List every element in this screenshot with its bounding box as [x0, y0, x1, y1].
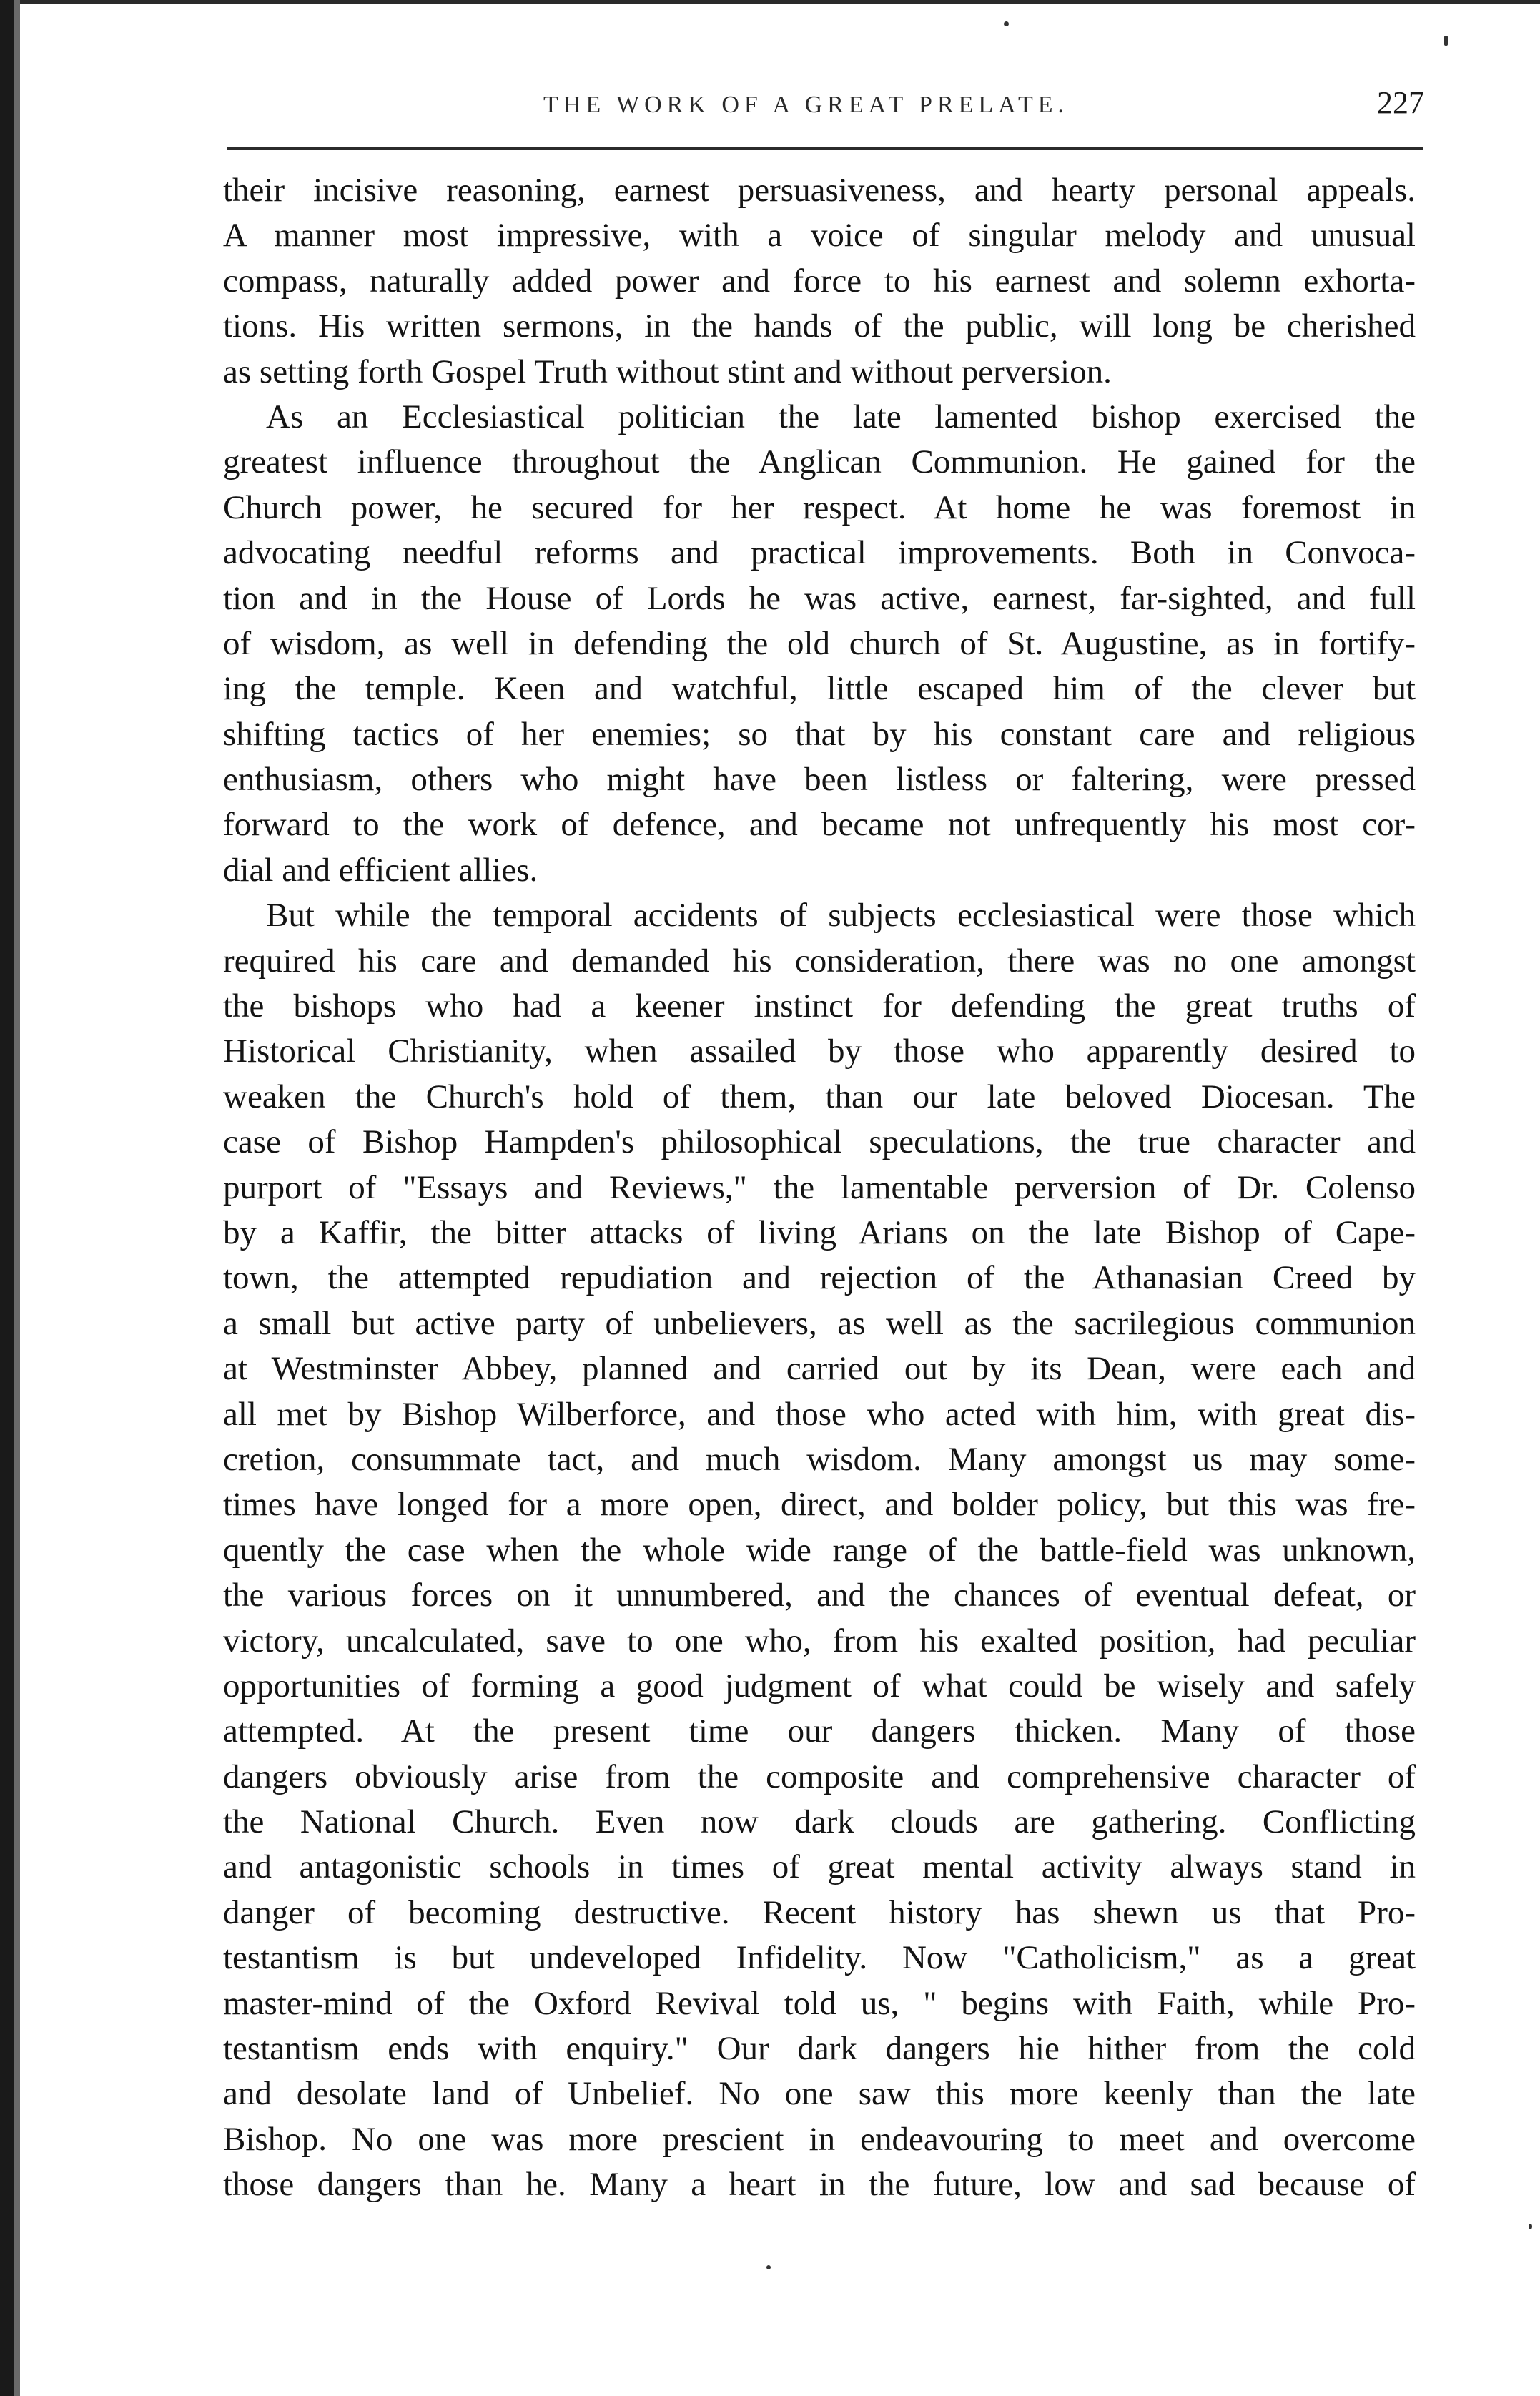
text-line: danger of becoming destructive. Recent history has shewn us that Pro-	[223, 1893, 1416, 1931]
scan-binding-shadow	[14, 0, 20, 2396]
scan-speck	[1004, 21, 1009, 26]
text-line: quently the case when the whole wide range of the battle-field was unknown,	[223, 1531, 1416, 1569]
paragraph	[223, 893, 1416, 2207]
text-line: of wisdom, as well in defending the old church of St. Augustine, as in fortify-	[223, 624, 1416, 662]
text-line: the National Church. Even now dark clouds are gathering. Conflicting	[223, 1803, 1416, 1841]
text-line: their incisive reasoning, earnest persuasiveness, and hearty personal appeals.	[223, 172, 1416, 209]
paragraph	[223, 168, 1416, 395]
scan-speck	[1529, 2224, 1532, 2229]
text-line: cretion, consummate tact, and much wisdom. Many amongst us may some-	[223, 1440, 1416, 1478]
text-line: shifting tactics of her enemies; so that by his constant care and religious	[223, 715, 1416, 753]
text-line: Historical Christianity, when assailed by those who apparently desired to	[223, 1032, 1416, 1070]
scan-speck	[1444, 36, 1448, 46]
text-line: opportunities of forming a good judgment of what could be wisely and safely	[223, 1667, 1416, 1705]
text-line: a small but active party of unbelievers, as well as the sacrilegious communion	[223, 1304, 1416, 1342]
text-line: times have longed for a more open, direct, and bolder policy, but this was fre-	[223, 1486, 1416, 1524]
body-text	[223, 168, 1416, 2208]
text-line: the bishops who had a keener instinct for defending the great truths of	[223, 987, 1416, 1025]
running-title: THE WORK OF A GREAT PRELATE.	[543, 92, 1070, 118]
text-line: dangers obviously arise from the composite and comprehensive character of	[223, 1757, 1416, 1795]
text-line: and desolate land of Unbelief. No one saw this more keenly than the late	[223, 2075, 1416, 2113]
text-line: victory, uncalculated, save to one who, from his exalted position, had peculiar	[223, 1622, 1416, 1660]
text-line: tion and in the House of Lords he was active, earnest, far-sighted, and full	[223, 579, 1416, 617]
text-line: A manner most impressive, with a voice of singular melody and unusual	[223, 217, 1416, 255]
text-line: town, the attempted repudiation and rejection of the Athanasian Creed by	[223, 1259, 1416, 1297]
text-line: and antagonistic schools in times of great mental activity always stand in	[223, 1848, 1416, 1886]
text-line: enthusiasm, others who might have been listless or faltering, were pressed	[223, 761, 1416, 799]
text-line: greatest influence throughout the Anglican Communion. He gained for the	[223, 443, 1416, 481]
text-line: testantism is but undeveloped Infidelity. Now "Catholicism," as a great	[223, 1939, 1416, 1977]
scan-speck	[766, 2265, 771, 2269]
text-line: advocating needful reforms and practical improvements. Both in Convoca-	[223, 534, 1416, 572]
text-line: Church power, he secured for her respect. At home he was foremost in	[223, 488, 1416, 526]
text-line: required his care and demanded his consideration, there was no one amongst	[223, 942, 1416, 980]
text-line: weaken the Church's hold of them, than our late beloved Diocesan. The	[223, 1078, 1416, 1115]
text-line: But while the temporal accidents of subjects ecclesiastical were those which	[266, 897, 1416, 935]
text-line: case of Bishop Hampden's philosophical speculations, the true character and	[223, 1123, 1416, 1161]
header-rule	[227, 147, 1423, 150]
text-line: the various forces on it unnumbered, and the chances of eventual defeat, or	[223, 1577, 1416, 1614]
scan-top-edge	[0, 0, 1540, 4]
text-line: as setting forth Gospel Truth without stint and without perversion.	[223, 353, 1112, 390]
text-line: tions. His written sermons, in the hands of the public, will long be cherished	[223, 307, 1416, 345]
text-line: ing the temple. Keen and watchful, little escaped him of the clever but	[223, 670, 1416, 708]
text-line: all met by Bishop Wilberforce, and those who acted with him, with great dis-	[223, 1395, 1416, 1433]
page-number: 227	[1377, 85, 1424, 120]
text-line: purport of "Essays and Reviews," the lamentable perversion of Dr. Colenso	[223, 1168, 1416, 1206]
text-line: master-mind of the Oxford Revival told us, " begins with Faith, while Pro-	[223, 1984, 1416, 2022]
text-line: As an Ecclesiastical politician the late lamented bishop exercised the	[266, 398, 1416, 435]
text-line: testantism ends with enquiry." Our dark dangers hie hither from the cold	[223, 2030, 1416, 2068]
scan-binding-edge	[0, 0, 14, 2396]
text-line: attempted. At the present time our dangers thicken. Many of those	[223, 1712, 1416, 1750]
text-line: those dangers than he. Many a heart in the future, low and sad because of	[223, 2166, 1416, 2204]
text-line: Bishop. No one was more prescient in endeavouring to meet and overcome	[223, 2120, 1416, 2158]
text-line: at Westminster Abbey, planned and carried out by its Dean, were each and	[223, 1350, 1416, 1388]
text-line: dial and efficient allies.	[223, 851, 538, 889]
text-line: compass, naturally added power and force to his earnest and solemn exhorta-	[223, 262, 1416, 300]
paragraph	[223, 395, 1416, 893]
text-line: by a Kaffir, the bitter attacks of living Arians on the late Bishop of Cape-	[223, 1213, 1416, 1251]
text-line: forward to the work of defence, and became not unfrequently his most cor-	[223, 806, 1416, 844]
